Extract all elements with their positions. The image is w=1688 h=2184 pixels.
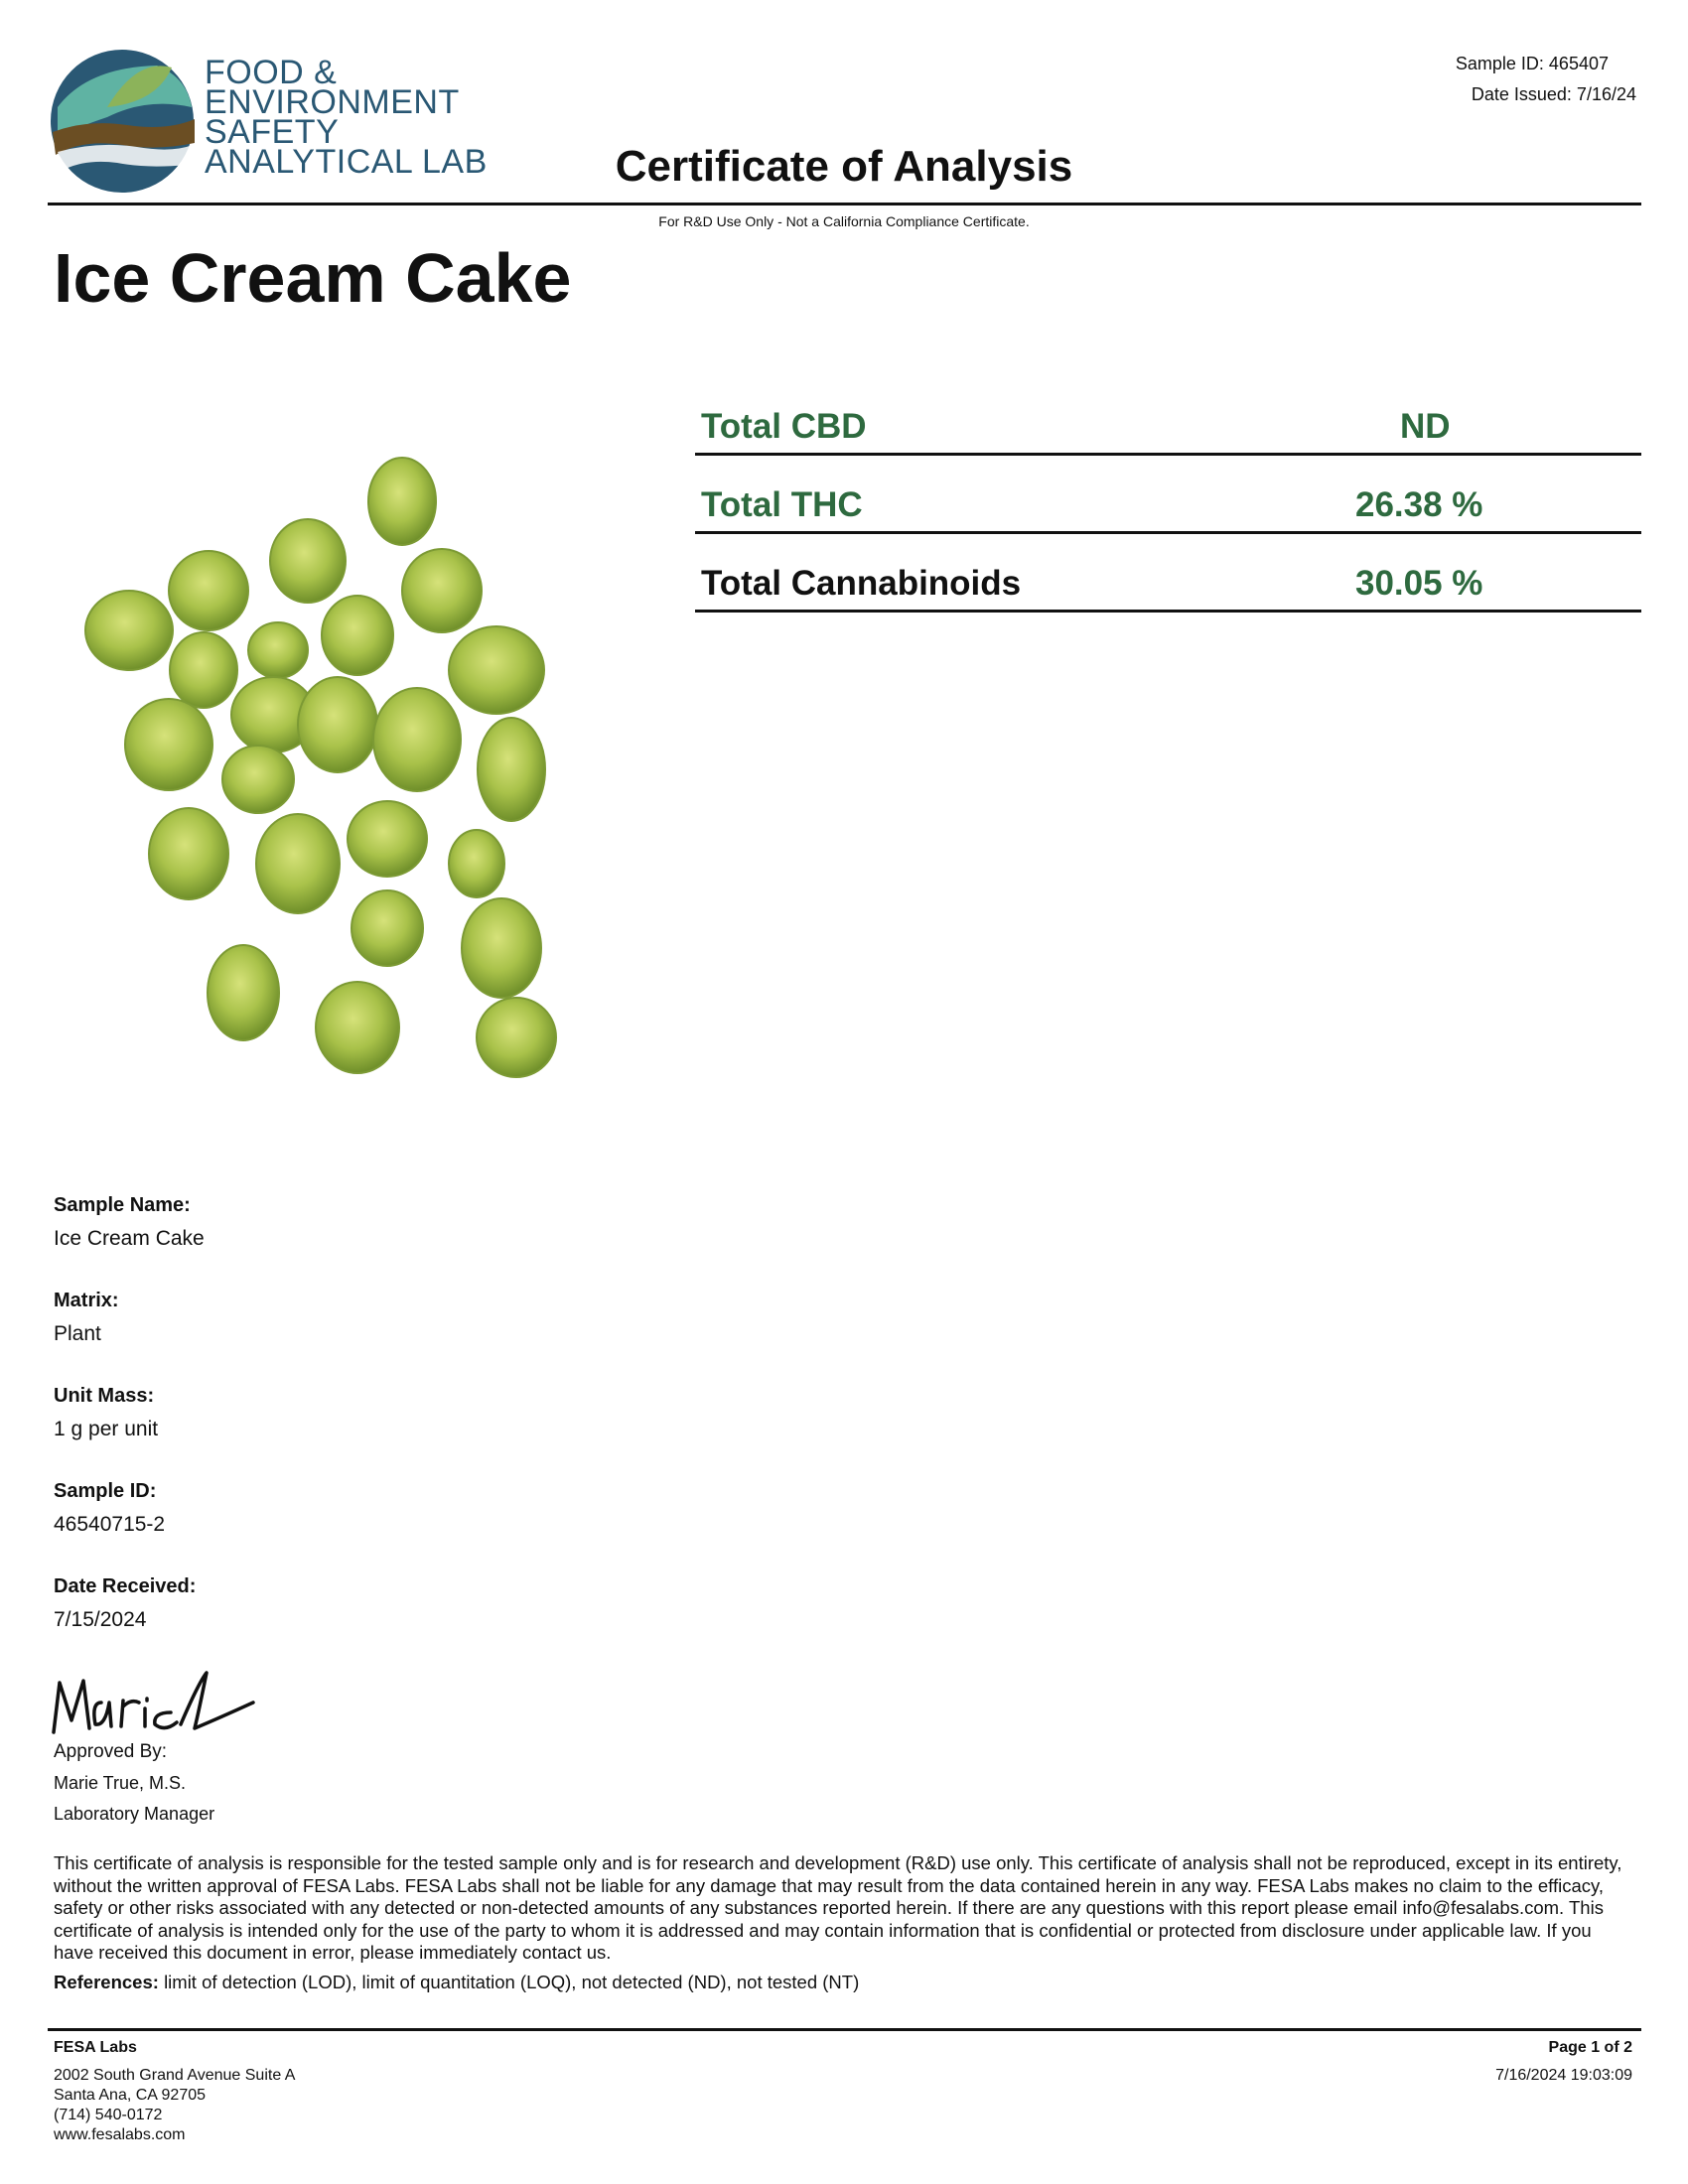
result-label: Total Cannabinoids [701, 564, 1022, 603]
info-value: 1 g per unit [54, 1418, 159, 1440]
result-value: 26.38 % [1355, 485, 1483, 524]
info-label: Matrix: [54, 1290, 119, 1311]
product-photo [60, 442, 586, 1117]
logo-line: SAFETY [205, 113, 340, 151]
references-label: References: [54, 1972, 159, 1992]
logo-line: FOOD & [205, 54, 338, 91]
footer-address-block [54, 2038, 295, 2145]
footer-timestamp: 7/16/2024 19:03:09 [1495, 2067, 1632, 2084]
logo-line: ANALYTICAL LAB [205, 143, 488, 181]
info-label: Sample ID: [54, 1480, 157, 1502]
info-label: Date Received: [54, 1575, 197, 1597]
info-value: Ice Cream Cake [54, 1227, 205, 1250]
result-row-total-cbd [695, 375, 1641, 456]
approved-by-label: Approved By: [54, 1741, 168, 1762]
document-title: Certificate of Analysis [615, 142, 1073, 191]
result-value: 30.05 % [1355, 564, 1483, 603]
footer-page-block [1495, 2038, 1632, 2086]
footer-company: FESA Labs [54, 2039, 137, 2056]
footer-address-line: Santa Ana, CA 92705 [54, 2087, 207, 2104]
signature-image [50, 1663, 258, 1742]
result-value: ND [1400, 407, 1451, 446]
footer-website[interactable]: www.fesalabs.com [54, 2126, 186, 2143]
approver-role: Laboratory Manager [54, 1804, 215, 1824]
result-row-total-cannabinoids [695, 532, 1641, 613]
result-label: Total THC [701, 485, 863, 524]
result-row-total-thc [695, 454, 1641, 534]
info-value: 46540715-2 [54, 1513, 166, 1536]
info-value: Plant [54, 1322, 101, 1345]
header-date-issued: Date Issued: 7/16/24 [1471, 84, 1636, 104]
info-unit-mass [54, 1385, 649, 1441]
header-sample-id: Sample ID: 465407 [1455, 54, 1609, 73]
footer-address-line: 2002 South Grand Avenue Suite A [54, 2067, 296, 2084]
footer-divider [48, 2028, 1641, 2031]
result-label: Total CBD [701, 407, 867, 446]
references-text: limit of detection (LOD), limit of quantitation (LOQ), not detected (ND), not tested (NT) [164, 1972, 860, 1992]
header-divider [48, 203, 1641, 205]
info-sample-id [54, 1480, 649, 1537]
info-label: Unit Mass: [54, 1385, 155, 1407]
info-label: Sample Name: [54, 1194, 191, 1216]
product-name: Ice Cream Cake [54, 239, 572, 317]
footer-phone: (714) 540-0172 [54, 2107, 163, 2123]
approver-name: Marie True, M.S. [54, 1773, 187, 1793]
info-matrix [54, 1290, 649, 1346]
info-sample-name [54, 1194, 649, 1251]
legal-notice: This certificate of analysis is responsible for the tested sample only and is for research and development (R&D) use only. This certificate of analysis shall not be reproduced, except in its entirety, without the written approval of FESA Labs. FESA Labs shall not be liable for any damage that may result from the data contained herein in any way. FESA Labs makes no claim to the efficacy, safety or other risks associated with any detected or non-detected amounts of any substances reported herein. If there are any questions with this report please email info@fesalabs.com. This certificate of analysis is intended only for the use of the party to whom it is addressed and may contain information that is confidential or protected from disclosure under applicable law. If you have received this document in error, please immediately contact us. [54, 1852, 1622, 1963]
page-number: Page 1 of 2 [1548, 2039, 1632, 2056]
info-date-received [54, 1575, 649, 1632]
references [54, 1972, 1632, 1993]
info-value: 7/15/2024 [54, 1608, 147, 1631]
compliance-disclaimer: For R&D Use Only - Not a California Compliance Certificate. [658, 213, 1030, 229]
logo-line: ENVIRONMENT [205, 83, 460, 121]
